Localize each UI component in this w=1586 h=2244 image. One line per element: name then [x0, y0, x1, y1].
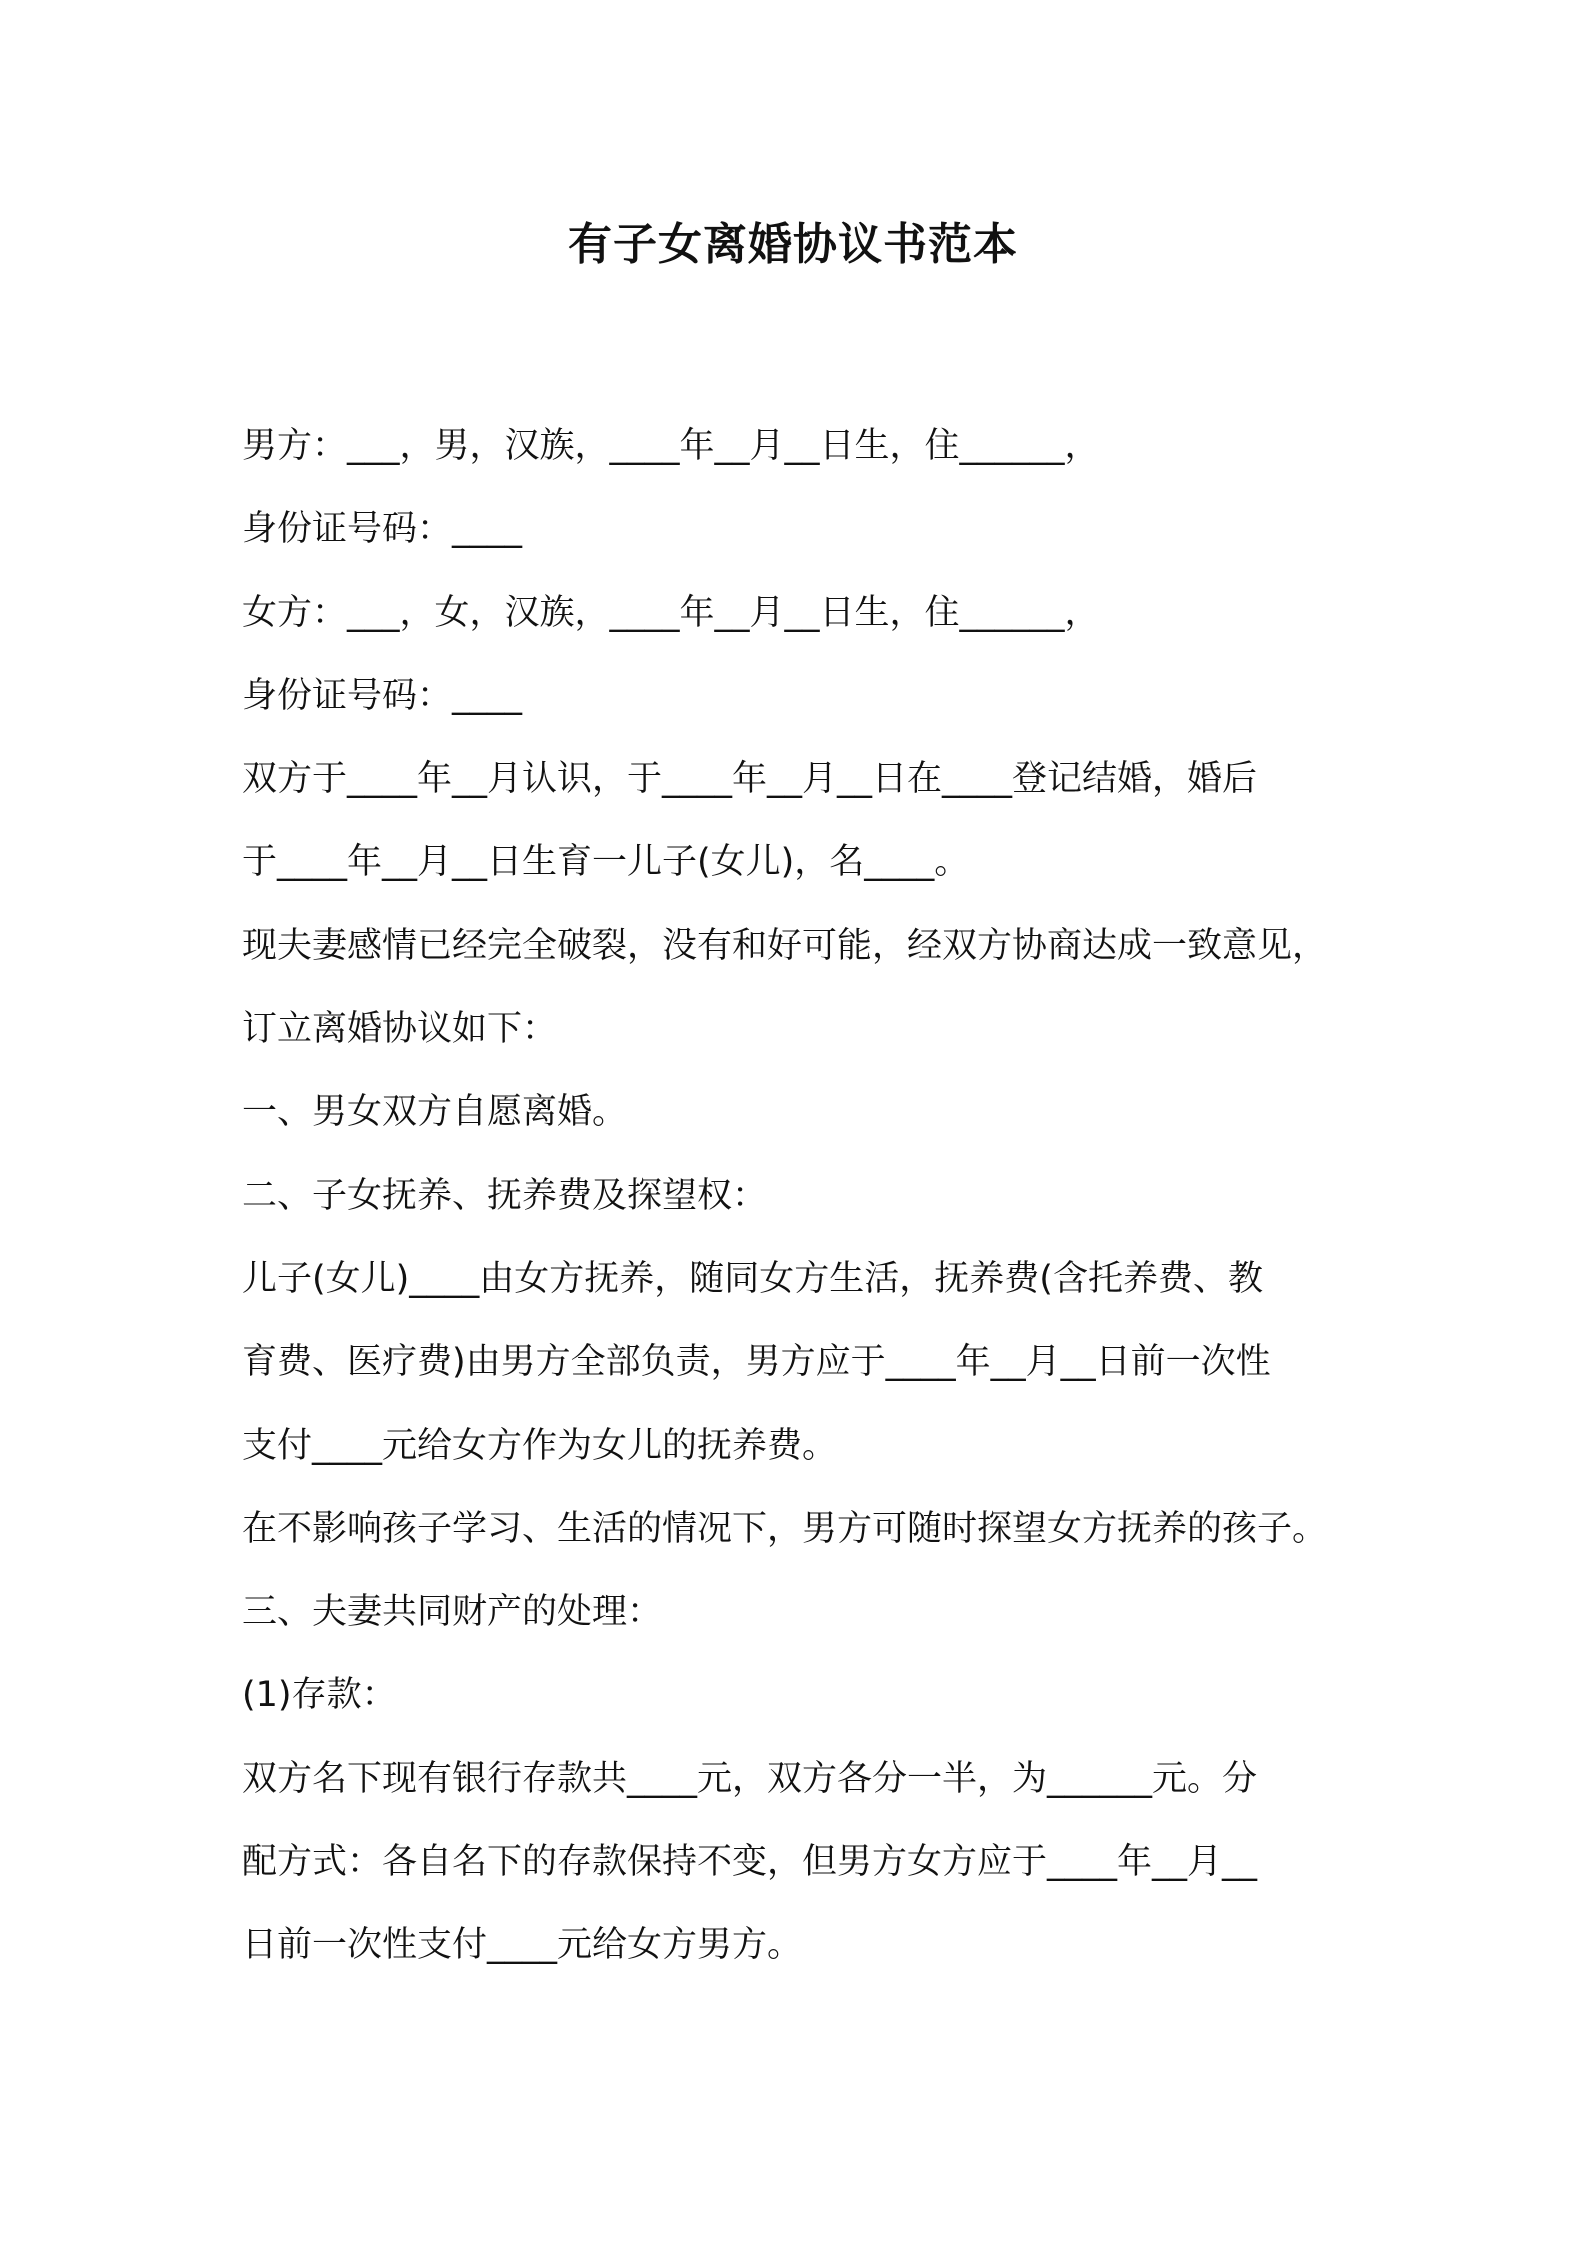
subsection-heading-deposits: (1)存款：	[242, 1675, 397, 1716]
text-line-child-birth: 于____年__月__日生育一儿子(女儿)，名____。	[242, 842, 970, 883]
text-line-marriage-info: 双方于____年__月认识，于____年__月__日在____登记结婚，婚后	[242, 759, 1258, 800]
text-line-relationship: 现夫妻感情已经完全破裂，没有和好可能，经双方协商达成一致意见，	[242, 925, 1328, 966]
text-line-distribution: 配方式：各自名下的存款保持不变，但男方女方应于____年__月__	[242, 1842, 1258, 1883]
section-heading-3: 三、夫妻共同财产的处理：	[242, 1592, 663, 1633]
text-line-support-payment: 支付____元给女方作为女儿的抚养费。	[242, 1425, 838, 1466]
text-line-visitation: 在不影响孩子学习、生活的情况下，男方可随时探望女方抚养的孩子。	[242, 1508, 1328, 1549]
text-line-male-id: 身份证号码：____	[242, 509, 523, 550]
text-line-deposits: 双方名下现有银行存款共____元，双方各分一半，为______元。分	[242, 1758, 1258, 1799]
text-line-agreement-intro: 订立离婚协议如下：	[242, 1009, 558, 1050]
text-line-lump-sum: 日前一次性支付____元给女方男方。	[242, 1925, 803, 1966]
text-line-male-party: 男方：___，男，汉族，____年__月__日生，住______，	[242, 426, 1100, 466]
text-line-female-party: 女方：___，女，汉族，____年__月__日生，住______，	[242, 592, 1100, 633]
document-title: 有子女离婚协议书范本	[568, 219, 1018, 270]
section-heading-1: 一、男女双方自愿离婚。	[242, 1092, 628, 1133]
document-body	[242, 405, 1362, 1988]
section-heading-2: 二、子女抚养、抚养费及探望权：	[242, 1175, 768, 1216]
text-line-female-id: 身份证号码：____	[242, 675, 523, 716]
text-line-custody: 儿子(女儿)____由女方抚养，随同女方生活，抚养费(含托养费、教	[242, 1258, 1263, 1299]
text-line-support-fees: 育费、医疗费)由男方全部负责，男方应于____年__月__日前一次性	[242, 1342, 1271, 1383]
